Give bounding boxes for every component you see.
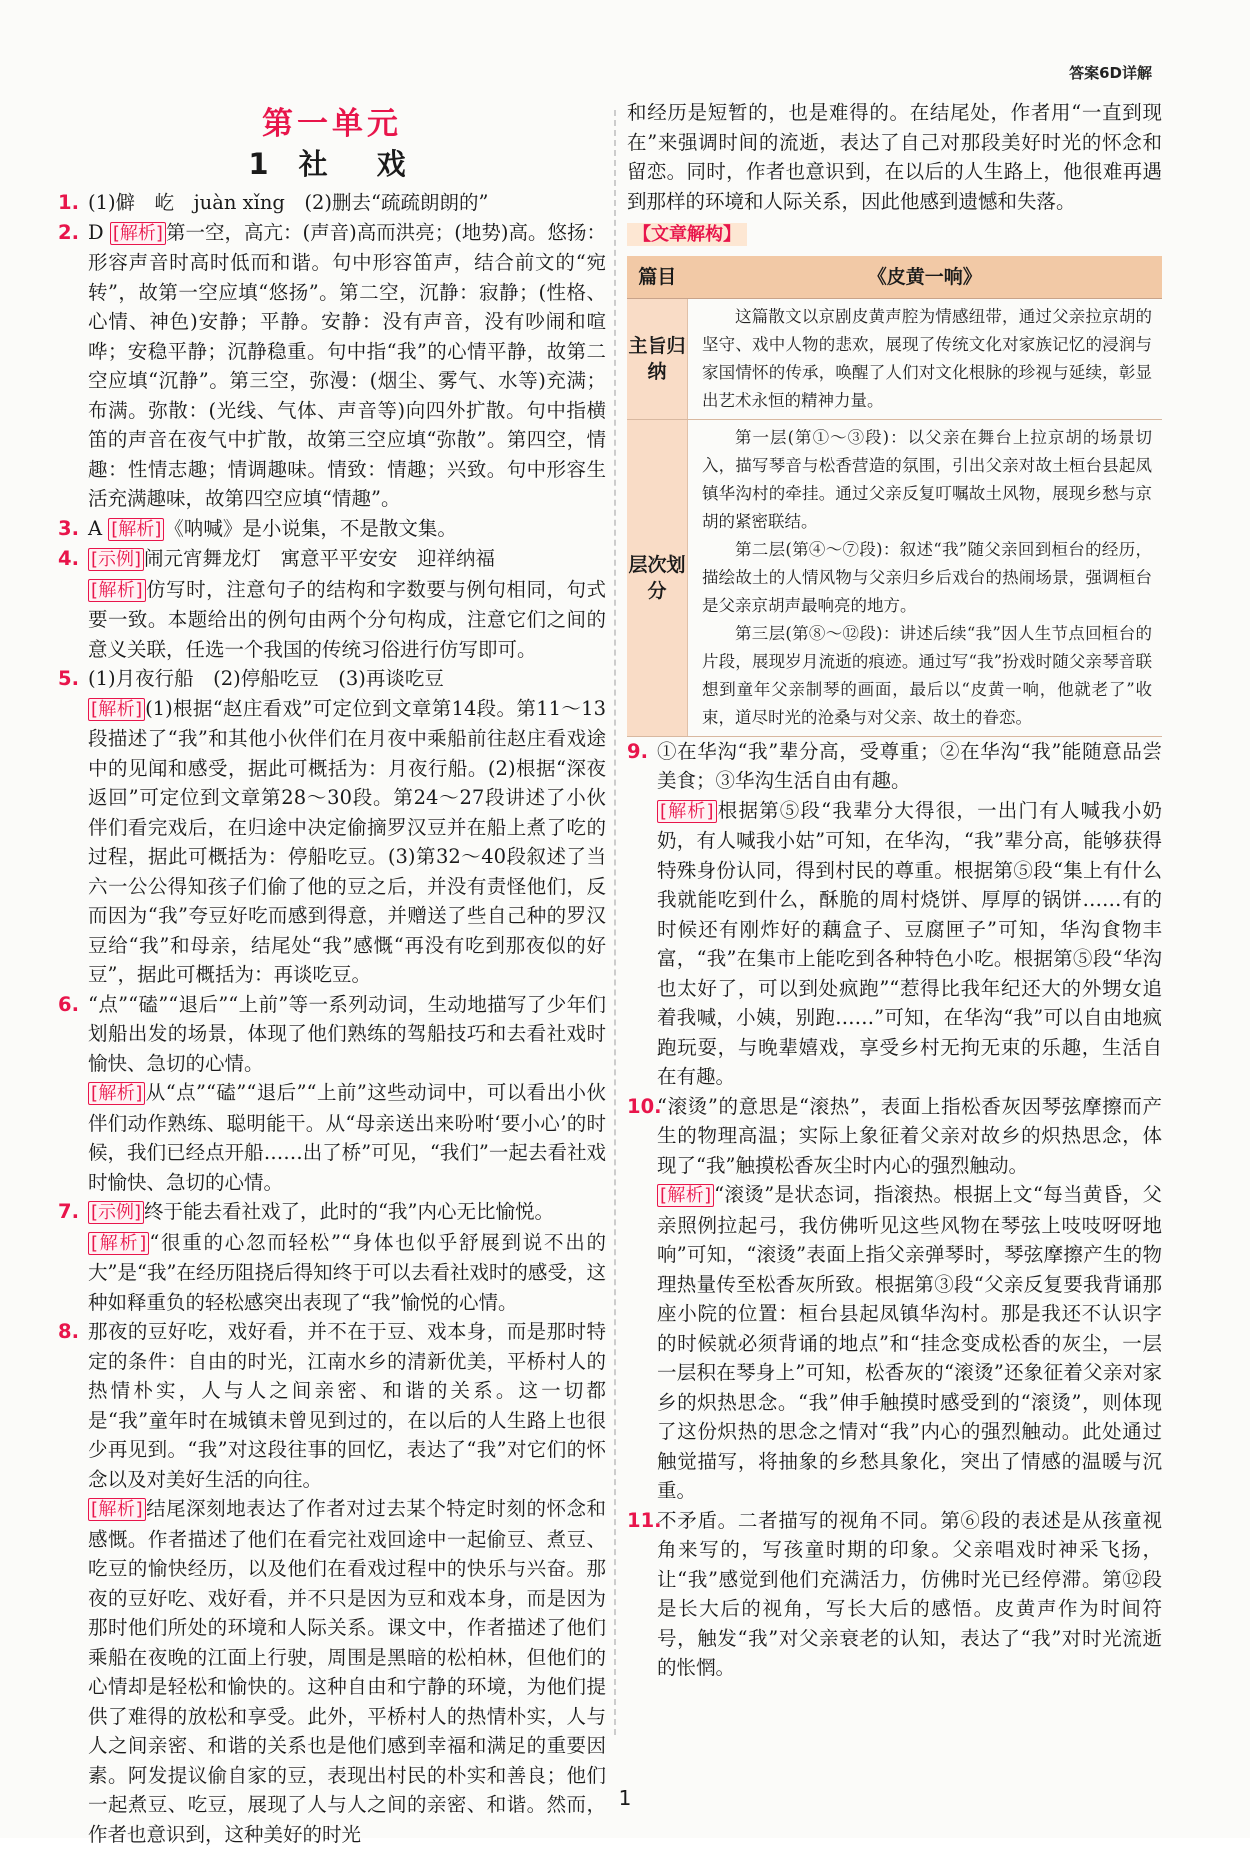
analysis-tag: [解析]	[110, 222, 166, 245]
analysis-text: 根据第⑤段“我辈分大得很，一出门有人喊我小奶奶，有人喊我小姑”可知，在华沟，“我”辈分高，能够获得特殊身份认同，得到村民的尊重。根据第⑤段“集上有什么我就能吃到什么，酥脆的周村烧饼、厚厚的锅饼……有的时候还有刚炸好的藕盒子、豆腐匣子”可知，华沟食物丰富，“我”在集市上能吃到各种特色小吃。根据第⑤段“华沟也太好了，可以到处疯跑”“惹得比我年纪还大的外甥女追着我喊，小姨，别跑……”可知，在华沟“我”可以自由地疯跑玩耍，与晚辈嬉戏，享受乡村无拘无束的乐趣，生活自在有趣。	[657, 798, 1162, 1088]
table-header-row	[627, 256, 1162, 299]
answer-number: 4.	[58, 547, 79, 570]
analysis-tag: [解析]	[108, 518, 164, 541]
left-answer-list	[58, 188, 606, 1849]
answer-item	[58, 1197, 606, 1228]
table-row-content	[688, 298, 1163, 419]
analysis-block	[58, 694, 606, 990]
answer-number: 1.	[58, 191, 79, 214]
right-answer-list	[627, 737, 1162, 1683]
table-row	[627, 298, 1162, 419]
table-header-key: 篇目	[627, 256, 688, 299]
answer-number: 2.	[58, 220, 79, 244]
analysis-tag: [示例]	[88, 548, 144, 571]
lesson-title: 1 社 戏	[248, 147, 416, 181]
answer-choice: D	[88, 220, 104, 244]
analysis-tag: [示例]	[88, 1201, 144, 1224]
answer-item	[58, 188, 606, 218]
answer-item	[627, 1506, 1162, 1683]
answer-text: 闹元宵舞龙灯 寓意平平安安 迎祥纳福	[144, 547, 496, 570]
answer-number: 5.	[58, 667, 79, 690]
left-column	[58, 96, 606, 1849]
analysis-block	[627, 1180, 1162, 1506]
answer-text: ①在华沟“我”辈分高，受尊重；②在华沟“我”能随意品尝美食；③华沟生活自由有趣。	[657, 739, 1162, 792]
answer-number: 3.	[58, 516, 79, 540]
answer-number: 11.	[627, 1508, 662, 1532]
answer-text: 《呐喊》是小说集，不是散文集。	[164, 516, 457, 540]
table-row-content	[688, 419, 1163, 736]
table-paragraph: 第三层(第⑧～⑫段)：讲述后续“我”因人生节点回桓台的片段，展现岁月流逝的痕迹。通过写“我”扮戏时随父亲琴音联想到童年父亲制琴的画面，最后以“皮黄一响，他就老了”收束，道尽时光的沧桑与对父亲、故土的眷恋。	[702, 623, 1152, 727]
analysis-block	[58, 1078, 606, 1197]
analysis-tag: [解析]	[88, 698, 145, 721]
table-row-key: 主旨归纳	[627, 298, 688, 419]
analysis-tag: [解析]	[657, 1184, 714, 1207]
page-header: 答案6D详解	[1069, 64, 1152, 82]
analysis-tag: [解析]	[88, 579, 146, 602]
answer-item	[58, 544, 606, 575]
answer-choice: A	[88, 516, 103, 540]
analysis-block	[58, 575, 606, 665]
analysis-text: “滚烫”是状态词，指滚热。根据上文“每当黄昏，父亲照例拉起弓，我仿佛听见这些风物在琴弦上吱吱呀呀地响”可知，“滚烫”表面上指父亲弹琴时，琴弦摩擦产生的物理热量传至松香灰所致。根据第③段“父亲反复要我背诵那座小院的位置：桓台县起凤镇华沟村。那是我还不认识字的时候就必须背诵的地点”和“挂念变成松香的灰尘，一层一层积在琴身上”可知，松香灰的“滚烫”还象征着父亲对家乡的炽热思念。“我”伸手触摸时感受到的“滚烫”，则体现了这份炽热的思念之情对“我”内心的强烈触动。此处通过触觉描写，将抽象的乡愁具象化，突出了情感的温暖与沉重。	[657, 1183, 1162, 1502]
continued-analysis: 和经历是短暂的，也是难得的。在结尾处，作者用“一直到现在”来强调时间的流逝，表达了自己对那段美好时光的怀念和留恋。同时，作者也意识到，在以后的人生路上，他很难再遇到那样的环境和人际关系，因此他感到遗憾和失落。	[627, 101, 1162, 213]
answer-number: 9.	[627, 739, 648, 763]
answer-item	[627, 737, 1162, 796]
structure-table	[627, 256, 1162, 737]
section-heading: 【文章解构】	[627, 220, 1162, 250]
answer-item	[58, 514, 606, 545]
answer-number: 7.	[58, 1200, 79, 1223]
table-paragraph: 第二层(第④～⑦段)：叙述“我”随父亲回到桓台的经历，描绘故土的人情风物与父亲归乡后戏台的热闹场景，强调桓台是父亲京胡声最响亮的地方。	[702, 539, 1152, 615]
answer-number: 6.	[58, 992, 79, 1016]
answer-text: 第一空，高亢：(声音)高而洪亮；(地势)高。悠扬：形容声音时高时低而和谐。句中形容笛声，结合前文的“宛转”，故第一空应填“悠扬”。第二空，沉静：寂静；(性格、心情、神色)安静；平静。安静：没有声音，没有吵闹和喧哗；安稳平静；沉静稳重。句中指“我”的心情平静，故第二空应填“沉静”。第三空，弥漫：(烟尘、雾气、水等)充满；布满。弥散：(光线、气体、声音等)向四外扩散。句中指横笛的声音在夜气中扩散，故第三空应填“弥散”。第四空，情趣：性情志趣；情调趣味。情致：情趣；兴致。句中形容生活充满趣味，故第四空应填“情趣”。	[88, 220, 607, 510]
analysis-text: (1)根据“赵庄看戏”可定位到文章第14段。第11～13段描述了“我”和其他小伙伴们在月夜中乘船前往赵庄看戏途中的见闻和感受，据此可概括为：月夜行船。(2)根据“深夜返回”可定位到文章第28～30段。第24～27段讲述了小伙伴们看完戏后，在归途中决定偷摘罗汉豆并在船上煮了吃的过程，据此可概括为：停船吃豆。(3)第32～40段叙述了当六一公公得知孩子们偷了他的豆之后，并没有责怪他们，反而因为“我”夸豆好吃而感到得意，并赠送了些自己种的罗汉豆给“我”和母亲，结尾处“我”感慨“再没有吃到那夜似的好豆”，据此可概括为：再谈吃豆。	[88, 696, 607, 986]
answer-text: “滚烫”的意思是“滚热”，表面上指松香灰因琴弦摩擦而产生的物理高温；实际上象征着父亲对故乡的炽热思念，体现了“我”触摸松香灰尘时内心的强烈触动。	[657, 1094, 1162, 1177]
analysis-block	[627, 796, 1162, 1092]
answer-text: “点”“磕”“退后”“上前”等一系列动词，生动地描写了少年们划船出发的场景，体现了他们熟练的驾船技巧和去看社戏时愉快、急切的心情。	[88, 992, 606, 1075]
answer-text: (1)僻 屹 juàn xǐng (2)删去“疏疏朗朗的”	[88, 191, 489, 214]
answer-number: 8.	[58, 1320, 79, 1343]
analysis-tag: [解析]	[88, 1498, 146, 1521]
answer-text: 不矛盾。二者描写的视角不同。第⑥段的表述是从孩童视角来写的，写孩童时期的印象。父亲唱戏时神采飞扬，让“我”感觉到他们充满活力，仿佛时光已经停滞。第⑫段是长大后的视角，写长大后的感悟。皮黄声作为时间符号，触发“我”对父亲衰老的认知，表达了“我”对时光流逝的怅惘。	[657, 1508, 1162, 1679]
answer-item	[58, 1317, 606, 1494]
table-header-title: 《皮黄一响》	[688, 256, 1163, 299]
answer-text: 那夜的豆好吃，戏好看，并不在于豆、戏本身，而是那时特定的条件：自由的时光，江南水乡的清新优美，平桥村人的热情朴实，人与人之间亲密、和谐的关系。这一切都是“我”童年时在城镇未曾见到过的，在以后的人生路上也很少再见到。“我”对这段往事的回忆，表达了“我”对它们的怀念以及对美好生活的向往。	[88, 1320, 606, 1491]
analysis-text: 仿写时，注意句子的结构和字数要与例句相同，句式要一致。本题给出的例句由两个分句构成，注意它们之间的意义关联，任选一个我国的传统习俗进行仿写即可。	[88, 577, 606, 661]
page-number: 1	[618, 1786, 632, 1810]
right-column	[627, 98, 1162, 1683]
analysis-text: 结尾深刻地表达了作者对过去某个特定时刻的怀念和感慨。作者描述了他们在看完社戏回途中一起偷豆、煮豆、吃豆的愉快经历，以及他们在看戏过程中的快乐与兴奋。那夜的豆好吃、戏好看，并不只是因为豆和戏本身，而是因为那时他们所处的环境和人际关系。课文中，作者描述了他们乘船在夜晚的江面上行驶，周围是黑暗的松柏林，但他们的心情却是轻松和愉快的。这种自由和宁静的环境，为他们提供了难得的放松和享受。此外，平桥村人的热情朴实，人与人之间亲密、和谐的关系也是他们感到幸福和满足的重要因素。阿发提议偷自家的豆，表现出村民的朴实和善良；他们一起煮豆、吃豆，展现了人与人之间的亲密、和谐。然而，作者也意识到，这种美好的时光	[88, 1497, 606, 1846]
answer-item	[58, 990, 606, 1079]
column-divider	[614, 110, 616, 1735]
answer-text: (1)月夜行船 (2)停船吃豆 (3)再谈吃豆	[88, 667, 444, 690]
answer-number: 10.	[627, 1094, 662, 1118]
table-paragraph: 这篇散文以京剧皮黄声腔为情感纽带，通过父亲拉京胡的坚守、戏中人物的悲欢，展现了传统文化对家族记忆的浸润与家国情怀的传承，唤醒了人们对文化根脉的珍视与延续，彰显出艺术永恒的精神力量。	[702, 306, 1152, 410]
analysis-text: 从“点”“磕”“退后”“上前”这些动词中，可以看出小伙伴们动作熟练、聪明能干。从“母亲送出来吩咐‘要小心’的时候，我们已经点开船……出了桥”可见，“我们”一起去看社戏时愉快、急切的心情。	[88, 1081, 606, 1194]
table-row-key: 层次划分	[627, 419, 688, 736]
unit-title: 第一单元	[262, 106, 402, 142]
answer-item	[627, 1092, 1162, 1181]
table-paragraph: 第一层(第①～③段)：以父亲在舞台上拉京胡的场景切入，描写琴音与松香营造的氛围，引出父亲对故土桓台县起凤镇华沟村的牵挂。通过父亲反复叮嘱故土风物，展现乡愁与京胡的紧密联结。	[702, 427, 1152, 531]
answer-item	[58, 218, 606, 514]
analysis-text: “很重的心忽而轻松”“身体也似乎舒展到说不出的大”是“我”在经历阻挠后得知终于可以去看社戏时的感受，这种如释重负的轻松感突出表现了“我”愉悦的心情。	[88, 1230, 606, 1314]
analysis-tag: [解析]	[88, 1082, 145, 1105]
answer-text: 终于能去看社戏了，此时的“我”内心无比愉悦。	[144, 1200, 554, 1223]
answer-item	[58, 664, 606, 694]
analysis-block	[58, 1228, 606, 1318]
table-row	[627, 419, 1162, 736]
analysis-tag: [解析]	[657, 800, 717, 823]
analysis-tag: [解析]	[88, 1232, 149, 1255]
